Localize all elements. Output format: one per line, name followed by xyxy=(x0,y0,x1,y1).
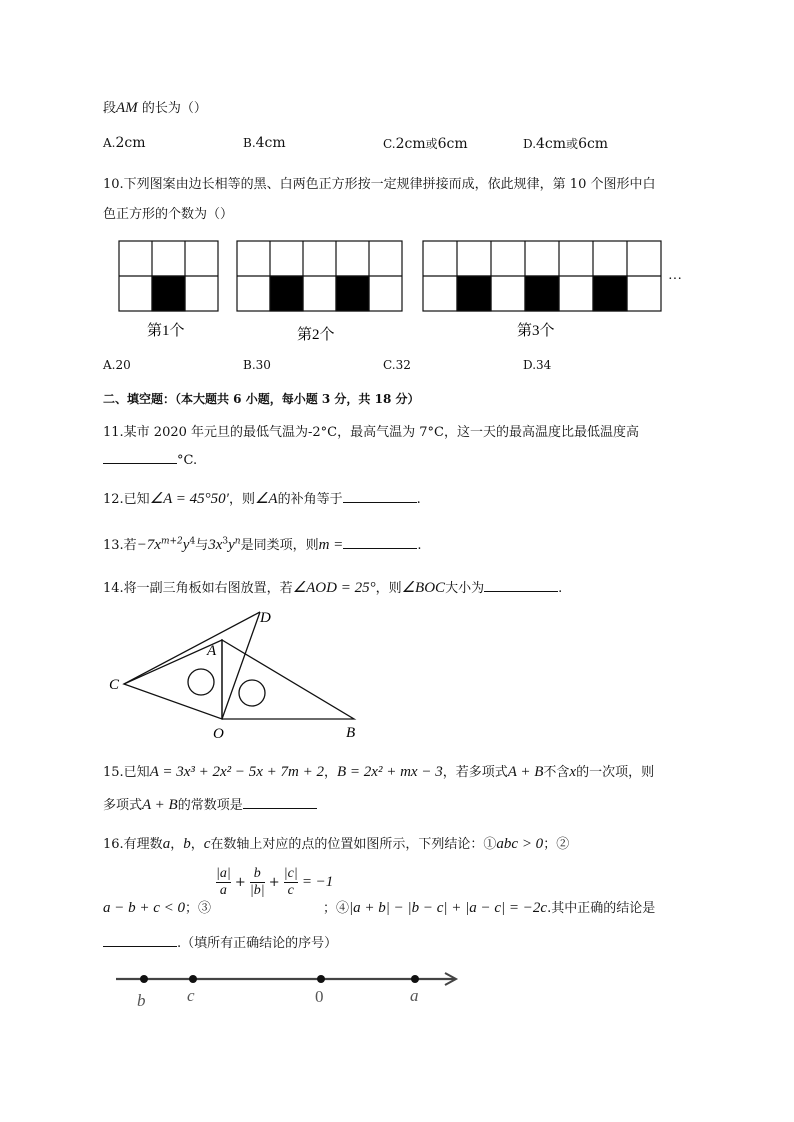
q14-triangle-diagram xyxy=(100,600,380,745)
q16-line3 xyxy=(103,932,337,951)
option-letter: D. xyxy=(523,137,537,151)
q11-line1: 11.某市 2020 年元旦的最低气温为-2°C，最高气温为 7°C，这一天的最高温度比最低温度高 xyxy=(103,425,639,440)
q12-pre: 12.已知 xyxy=(103,492,150,507)
q12-angle: ∠A xyxy=(254,491,278,507)
option-or: 或 xyxy=(566,137,579,151)
q16-conclusion-4: |a + b| − |b − c| + |a − c| = −2c xyxy=(349,900,548,916)
q13-pre: 13.若 xyxy=(103,538,137,553)
q15-line1 xyxy=(103,761,654,781)
q13-end: . xyxy=(417,538,422,553)
q15-pre: 15.已知 xyxy=(103,765,150,780)
q16-semi2: ；③ xyxy=(185,901,212,916)
q9-tail-pre: 段 xyxy=(103,101,117,116)
q16-line1 xyxy=(103,833,569,853)
q15-mid2: 不含 xyxy=(543,765,570,780)
option-value: 4cm xyxy=(536,136,567,152)
pattern-figure-3 xyxy=(423,241,661,311)
point-a xyxy=(411,975,419,983)
q12-answer-blank[interactable] xyxy=(343,489,417,503)
q13-exp1: m+2 xyxy=(160,536,183,547)
q15-line2-post: 的常数项是 xyxy=(177,798,243,813)
q13-expr1: −7x xyxy=(136,537,161,553)
q13-expr2: 3x xyxy=(208,537,223,553)
q16-mid: 在数轴上对应的点的位置如图所示，下列结论：① xyxy=(210,837,497,852)
point-zero xyxy=(317,975,325,983)
q10-line1: 10.下列图案由边长相等的黑、白两色正方形按一定规律拼接而成，依此规律，第 10 个图形中白 xyxy=(103,177,656,192)
q16-line3-post: .（填所有正确结论的序号） xyxy=(177,936,338,951)
q16-post: .其中正确的结论是 xyxy=(547,901,656,916)
option-letter: C. xyxy=(383,137,396,151)
q14-answer-blank[interactable] xyxy=(484,578,558,592)
q13-exp2: 3 xyxy=(222,536,229,547)
q16-conclusion-1: abc > 0 xyxy=(496,836,544,852)
pattern-figure-2 xyxy=(237,241,402,311)
q9-option-a xyxy=(103,135,146,151)
q13-with: 与 xyxy=(195,538,209,553)
q10-pattern-figure xyxy=(110,235,710,345)
q15-post: 的一次项，则 xyxy=(576,765,655,780)
axis-label-zero: 0 xyxy=(315,987,324,1006)
q16-b: b xyxy=(183,836,191,852)
q15-mid: ，若多项式 xyxy=(442,765,508,780)
q13-exp2b: n xyxy=(234,536,241,547)
label-c: C xyxy=(109,677,120,693)
q11-line2 xyxy=(103,450,197,468)
q12-post: 的补角等于 xyxy=(277,492,343,507)
q13-mid: 是同类项，则 xyxy=(240,538,319,553)
q15-line2-sum: A + B xyxy=(142,797,178,813)
q9-option-b xyxy=(243,135,286,151)
q15-sum: A + B xyxy=(507,764,544,780)
q14-expr: ∠AOD = 25° xyxy=(292,580,376,596)
q9-option-c xyxy=(383,135,468,152)
q16-number-line xyxy=(110,962,470,1012)
q16-pre: 16.有理数 xyxy=(103,837,163,852)
q13-expr1b: y xyxy=(182,537,190,553)
pattern-label-1: 第1个 xyxy=(147,323,185,339)
pattern-ellipsis: ··· xyxy=(668,272,682,287)
axis-label-c: c xyxy=(187,986,195,1005)
q10-option-b: B.30 xyxy=(243,358,271,372)
q13-line xyxy=(103,534,421,554)
point-c xyxy=(189,975,197,983)
q14-end: . xyxy=(558,581,563,596)
q14-pre: 14.将一副三角板如右图放置，若 xyxy=(103,581,293,596)
q16-conclusion-2: a − b + c < 0 xyxy=(103,900,186,916)
q16-comma-2: ， xyxy=(190,837,204,852)
q16-conclusion-3: $\frac{|a|}{a}$ + $\frac{b}{|b|}$ + $\frac{|c|}{c}$ = −1 xyxy=(216,866,334,898)
q16-semi: ；② xyxy=(543,837,570,852)
q14-line xyxy=(103,577,562,597)
q16-c: c xyxy=(203,836,211,852)
label-b: B xyxy=(346,725,356,741)
q15-sep: ， xyxy=(324,765,338,780)
q13-var: m = xyxy=(318,537,344,553)
pattern-figure-1 xyxy=(119,241,218,311)
q9-tail-post: 的长为（） xyxy=(137,101,207,116)
q14-angle: ∠BOC xyxy=(401,580,446,596)
option-letter: A. xyxy=(103,136,116,150)
q9-tail xyxy=(103,97,207,117)
q16-comma-1: ， xyxy=(170,837,184,852)
q11-unit: °C. xyxy=(177,453,198,468)
q10-option-c: C.32 xyxy=(383,358,411,372)
q10-option-d: D.34 xyxy=(523,358,552,372)
label-d: D xyxy=(260,610,271,626)
q12-mid: ，则 xyxy=(228,492,255,507)
option-value: 2cm xyxy=(395,136,426,152)
option-value-2: 6cm xyxy=(578,136,609,152)
q16-answer-blank[interactable] xyxy=(103,933,177,947)
q15-line2 xyxy=(103,794,317,814)
label-o: O xyxy=(213,726,224,742)
q16-semi3: ；④ xyxy=(323,901,350,916)
q11-answer-blank[interactable] xyxy=(103,450,177,464)
q15-expr-a: A = 3x³ + 2x² − 5x + 7m + 2 xyxy=(149,764,324,780)
option-value: 2cm xyxy=(115,135,146,151)
point-b xyxy=(140,975,148,983)
q13-exp1b: 4 xyxy=(189,536,196,547)
q12-expr: ∠A = 45°50′ xyxy=(149,491,229,507)
q12-end: . xyxy=(416,492,421,507)
q14-mid: ，则 xyxy=(375,581,402,596)
q15-expr-b: B = 2x² + mx − 3 xyxy=(337,764,443,780)
q15-line2-pre: 多项式 xyxy=(103,798,143,813)
option-value-2: 6cm xyxy=(437,136,468,152)
q16-a: a xyxy=(162,836,171,852)
pattern-label-3: 第3个 xyxy=(517,323,555,339)
q10-line2: 色正方形的个数为（） xyxy=(103,207,234,222)
q9-option-d xyxy=(523,135,608,152)
q9-var-am: AM xyxy=(116,100,138,116)
pattern-label-2: 第2个 xyxy=(297,327,335,343)
option-letter: B. xyxy=(243,136,256,150)
axis-label-a: a xyxy=(410,986,419,1005)
q14-post: 大小为 xyxy=(445,581,485,596)
option-value: 4cm xyxy=(255,135,286,151)
label-a: A xyxy=(207,643,217,659)
axis-label-b: b xyxy=(137,991,146,1010)
section-2-title: 二、填空题：（本大题共 6 小题，每小题 3 分，共 18 分） xyxy=(103,392,420,406)
q13-expr2b: y xyxy=(228,537,235,553)
q12-line xyxy=(103,488,421,508)
q10-option-a: A.20 xyxy=(103,358,131,372)
q15-answer-blank[interactable] xyxy=(243,795,317,809)
q15-x: x xyxy=(569,764,577,780)
q13-answer-blank[interactable] xyxy=(343,535,417,549)
option-or: 或 xyxy=(425,137,438,151)
q16-c3-end: = −1 xyxy=(301,874,334,890)
